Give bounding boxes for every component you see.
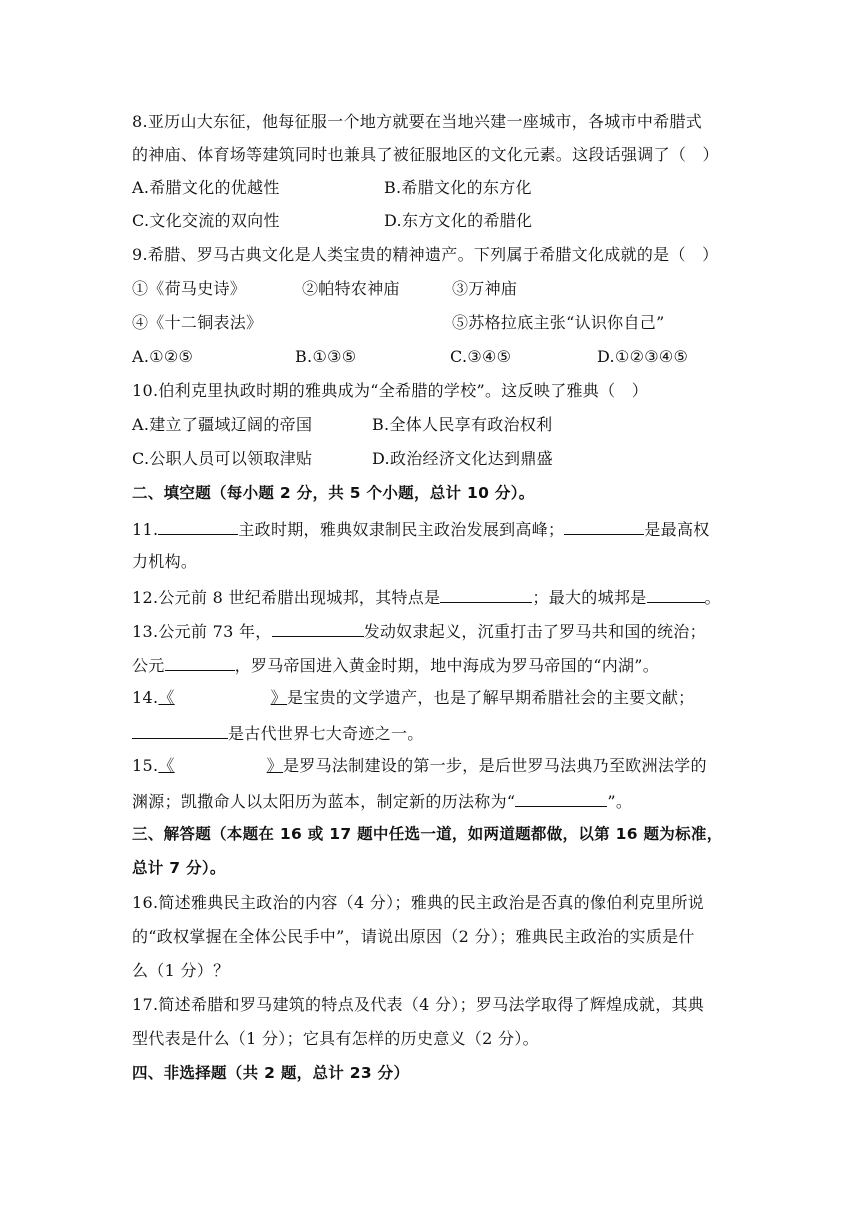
q14-title-blank [158, 688, 287, 707]
q14-number: 14. [132, 688, 159, 707]
section-3-heading-line2: 总计 7 分）。 [132, 859, 226, 877]
q8-option-b: B.希腊文化的东方化 [384, 178, 532, 197]
q15-text-2: 渊源；凯撒命人以太阳历为蓝本，制定新的历法称为“ [132, 792, 516, 811]
q13-text-2: 发动奴隶起义，沉重打击了罗马共和国的统治； [363, 622, 706, 641]
q14-line2 [132, 721, 424, 745]
q9-stem: 9.希腊、罗马古典文化是人类宝贵的精神遗产。下列属于希腊文化成就的是（ ） [132, 245, 719, 264]
section-2-heading: 二、填空题（每小题 2 分，共 5 个小题，总计 10 分）。 [132, 484, 535, 502]
q10-option-a: A.建立了疆域辽阔的帝国 [132, 415, 313, 434]
section-4-heading: 四、非选择题（共 2 题，总计 23 分） [132, 1064, 410, 1082]
q9-item-4: ④《十二铜表法》 [132, 313, 263, 332]
q15-open-bracket: 《 [158, 756, 175, 775]
q15-blank-2 [515, 789, 607, 807]
q14-line1 [132, 687, 695, 709]
q12-text-2: ；最大的城邦是 [532, 588, 647, 607]
q12-line [132, 585, 721, 609]
q8-stem-line1: 8.亚历山大东征，他每征服一个地方就要在当地兴建一座城市，各城市中希腊式 [132, 112, 703, 131]
q8-stem-line2: 的神庙、体育场等建筑同时也兼具了被征服地区的文化元素。这段话强调了（ ） [132, 145, 719, 164]
q15-number: 15. [132, 756, 159, 775]
q11-line1 [132, 517, 710, 541]
q10-stem: 10.伯利克里执政时期的雅典成为“全希腊的学校”。这反映了雅典（ ） [132, 381, 649, 400]
q9-option-b: B.①③⑤ [295, 347, 357, 366]
q11-text-1: 主政时期，雅典奴隶制民主政治发展到高峰； [238, 520, 565, 539]
q11-blank-1 [158, 517, 238, 535]
q13-line1 [132, 619, 706, 643]
q11-blank-2 [564, 517, 644, 535]
q12-text-1: 12.公元前 8 世纪希腊出现城邦，其特点是 [132, 588, 441, 607]
q15-line1 [132, 755, 707, 777]
q9-option-a: A.①②⑤ [132, 347, 194, 366]
q13-text-3: 公元 [132, 656, 165, 675]
q15-line2 [132, 789, 632, 813]
q13-blank-1 [272, 619, 364, 637]
q9-item-1: ①《荷马史诗》 [132, 279, 247, 298]
q13-blank-2 [165, 653, 235, 671]
q11-number: 11. [132, 520, 159, 539]
q16-line2: 的“政权掌握在全体公民手中”，请说出原因（2 分）；雅典民主政治的实质是什 [132, 927, 695, 946]
q15-text-3: ”。 [607, 792, 633, 811]
q14-blank-2 [132, 721, 228, 739]
section-3-heading-line1: 三、解答题（本题在 16 或 17 题中任选一道，如两道题都做，以第 16 题为标准， [132, 825, 723, 843]
q9-item-5: ⑤苏格拉底主张“认识你自己” [452, 313, 665, 332]
q10-option-c: C.公职人员可以领取津贴 [132, 449, 313, 468]
q11-line2: 力机构。 [132, 552, 198, 571]
q15-text-1: 是罗马法制建设的第一步，是后世罗马法典乃至欧洲法学的 [282, 756, 707, 775]
q14-text-2: 是古代世界七大奇迹之一。 [228, 724, 424, 743]
q12-end: 。 [704, 588, 721, 607]
q17-line2: 型代表是什么（1 分）；它具有怎样的历史意义（2 分）。 [132, 1029, 539, 1048]
q9-option-c: C.③④⑤ [450, 347, 512, 366]
q13-text-1: 13.公元前 73 年， [132, 622, 272, 641]
q10-option-d: D.政治经济文化达到鼎盛 [372, 449, 553, 468]
q11-text-2: 是最高权 [644, 520, 710, 539]
q15-title-blank [158, 756, 283, 775]
q14-close-bracket: 》 [270, 688, 287, 707]
q9-item-3: ③万神庙 [452, 279, 518, 298]
q10-option-b: B.全体人民享有政治权利 [372, 415, 553, 434]
q8-option-a: A.希腊文化的优越性 [132, 178, 280, 197]
q8-option-d: D.东方文化的希腊化 [384, 211, 533, 230]
q14-open-bracket: 《 [158, 688, 175, 707]
q17-line1: 17.简述希腊和罗马建筑的特点及代表（4 分）；罗马法学取得了辉煌成就，其典 [132, 995, 705, 1014]
q8-option-c: C.文化交流的双向性 [132, 211, 280, 230]
q13-line2 [132, 653, 659, 677]
q9-option-d: D.①②③④⑤ [597, 347, 689, 366]
q15-close-bracket: 》 [266, 756, 283, 775]
q16-line3: 么（1 分）？ [132, 961, 230, 980]
q13-text-4: ，罗马帝国进入黄金时期，地中海成为罗马帝国的“内湖”。 [234, 656, 660, 675]
q12-blank-2 [647, 585, 705, 603]
q9-item-2: ②帕特农神庙 [302, 279, 400, 298]
q12-blank-1 [440, 585, 532, 603]
q14-text-1: 是宝贵的文学遗产，也是了解早期希腊社会的主要文献； [286, 688, 695, 707]
q16-line1: 16.简述雅典民主政治的内容（4 分）；雅典的民主政治是否真的像伯利克里所说 [132, 893, 705, 912]
